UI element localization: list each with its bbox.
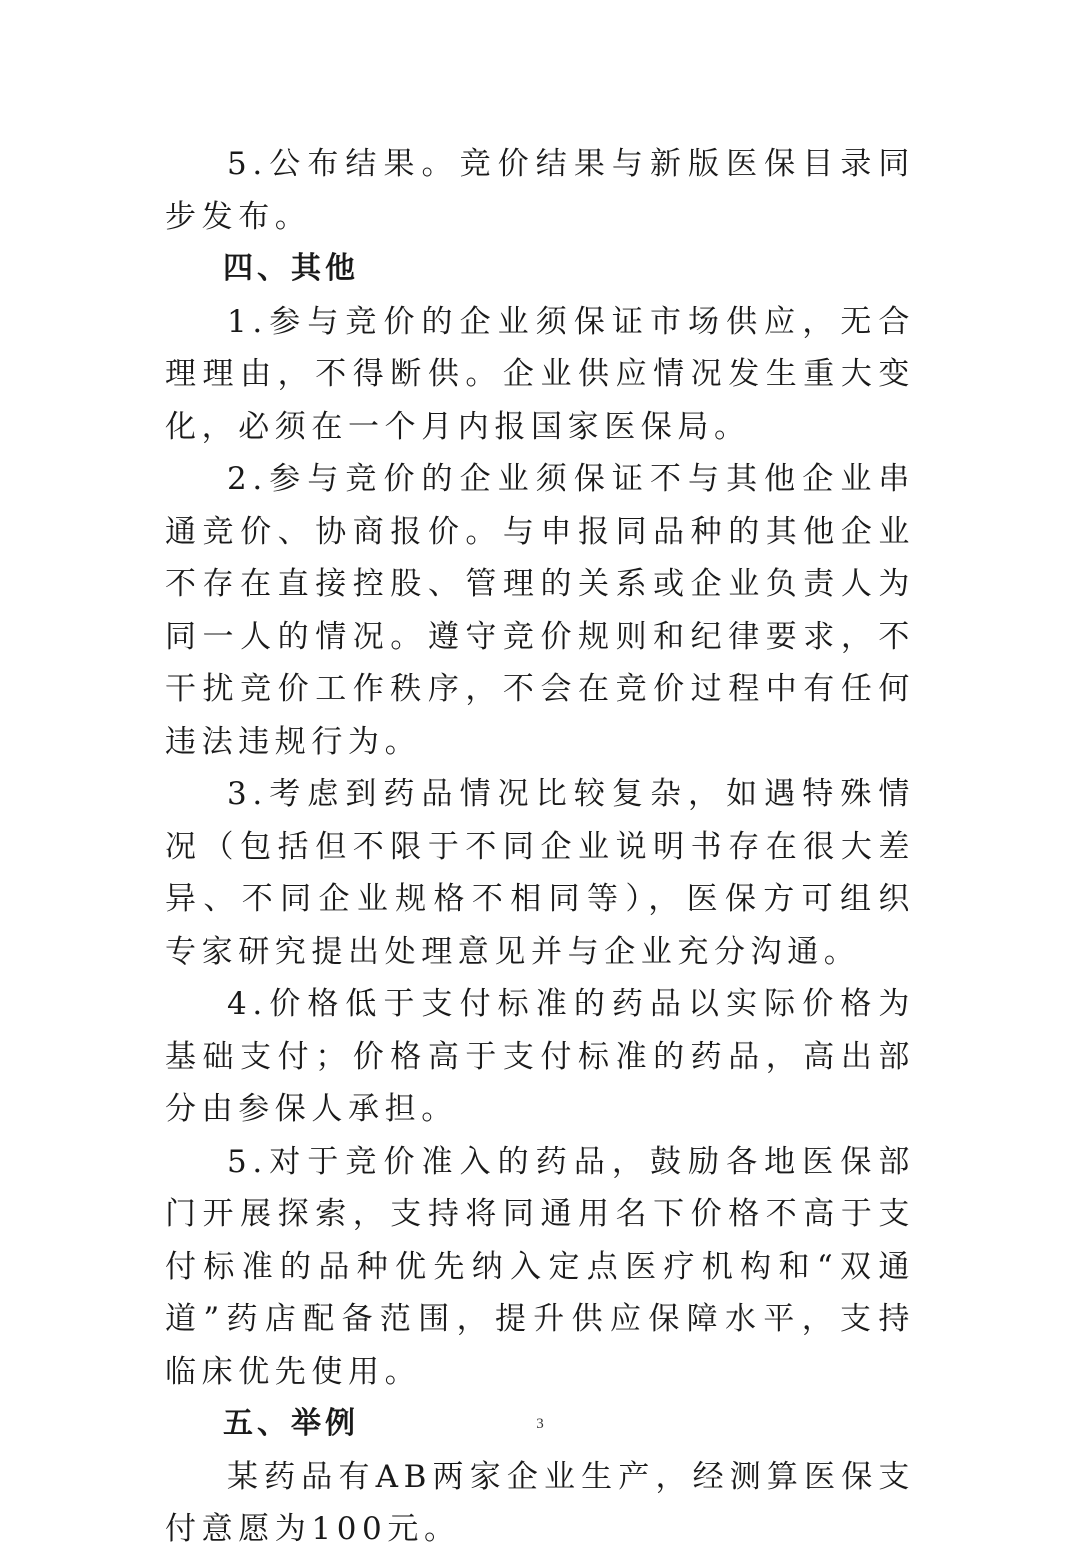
paragraph-special-cases: 3.考虑到药品情况比较复杂，如遇特殊情况（包括但不限于不同企业说明书存在很大差异、不同企业规格不相同等），医保方可组织专家研究提出处理意见并与企业充分沟通。 (165, 776, 915, 970)
paragraph-supply-guarantee: 1.参与竞价的企业须保证市场供应，无合理理由，不得断供。企业供应情况发生重大变化，必须在一个月内报国家医保局。 (165, 303, 915, 445)
paragraph-publish-results: 5.公布结果。竞价结果与新版医保目录同步发布。 (165, 146, 915, 235)
paragraph-payment-standard: 4.价格低于支付标准的药品以实际价格为基础支付；价格高于支付标准的药品，高出部分由参保人承担。 (165, 986, 915, 1127)
paragraph-no-collusion: 2.参与竞价的企业须保证不与其他企业串通竞价、协商报价。与申报同品种的其他企业不存在直接控股、管理的关系或企业负责人为同一人的情况。遵守竞价规则和纪律要求，不干扰竞价工作秩序，不会在竞价过程中有任何违法违规行为。 (165, 461, 915, 760)
page-number: 3 (536, 1416, 544, 1432)
section-heading-other: 四、其他 (223, 251, 359, 286)
paragraph-example: 某药品有AB两家企业生产，经测算医保支付意愿为100元。 (165, 1458, 915, 1547)
paragraph-encourage-exploration: 5.对于竞价准入的药品，鼓励各地医保部门开展探索，支持将同通用名下价格不高于支付标准的品种优先纳入定点医疗机构和“双通道”药店配备范围，提升供应保障水平，支持临床优先使用。 (165, 1143, 915, 1390)
section-heading-example: 五、举例 (223, 1406, 359, 1441)
document-body (165, 138, 915, 1556)
